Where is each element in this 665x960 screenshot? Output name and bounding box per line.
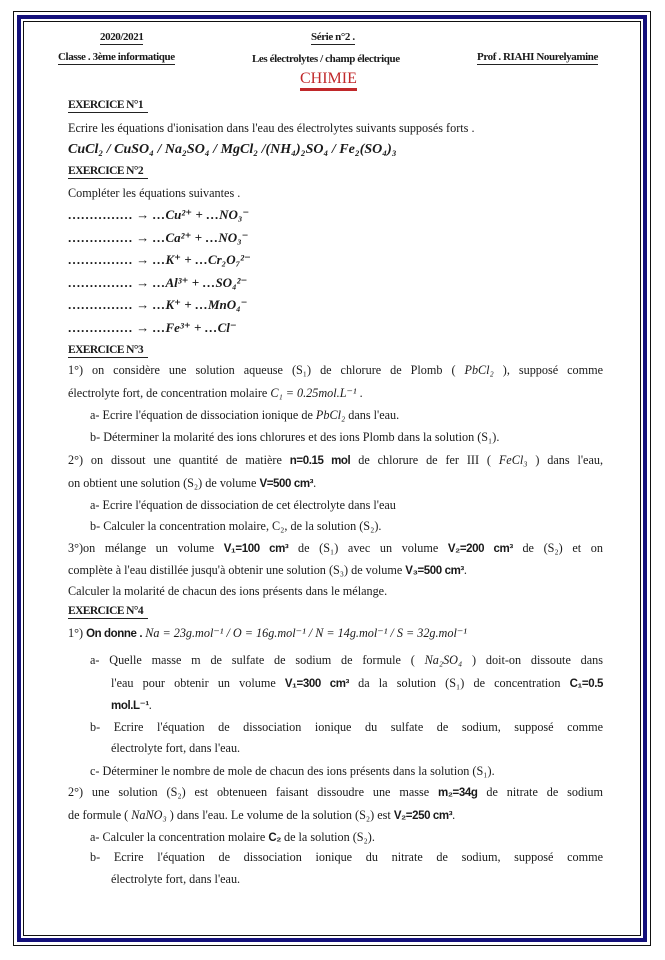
exercise-line bbox=[90, 829, 375, 846]
bold-value: V₃=500 cm³ bbox=[405, 565, 464, 577]
exercise-title: EXERCICE N°1 bbox=[68, 98, 148, 113]
text: ) dans l'eau, bbox=[527, 453, 604, 467]
bold-value: m₂=34g bbox=[438, 787, 478, 799]
exercise-line bbox=[111, 675, 603, 692]
text: 1°) bbox=[68, 626, 87, 640]
text: CuCl₂ / CuSO₄ / Na₂SO₄ / MgCl₂ /(NH₄)₂SO₄ / Fe₂(SO₄)₃ bbox=[68, 142, 397, 157]
formula: PbCl₂ bbox=[464, 363, 494, 377]
exercise-line bbox=[90, 652, 603, 668]
text: de formule ( bbox=[68, 808, 132, 822]
formula: NaNO₃ bbox=[131, 808, 167, 822]
bold-value: V₂=200 cm³ bbox=[447, 543, 513, 555]
text: b- Ecrire l'équation de dissociation ionique du nitrate de sodium, supposé comme bbox=[90, 850, 603, 864]
text: Calculer la molarité de chacun des ions présents dans le mélange. bbox=[68, 584, 388, 598]
text: b- Calculer la concentration molaire, C₂, de la solution (S₂). bbox=[90, 519, 382, 533]
exercise-line bbox=[68, 452, 603, 469]
exercise-line bbox=[68, 230, 249, 246]
text: . bbox=[452, 808, 456, 822]
formula: Na = 23g.mol⁻¹ / O = 16g.mol⁻¹ / N = 14g.mol⁻¹ / S = 32g.mol⁻¹ bbox=[142, 626, 467, 640]
exercise-line bbox=[68, 142, 397, 158]
exercise-line bbox=[68, 807, 455, 824]
formula: Na₂SO₄ bbox=[424, 653, 463, 667]
exercise-line bbox=[68, 297, 248, 313]
text: complète à l'eau distillée jusqu'à obtenir une solution (S₃) de volume bbox=[68, 563, 406, 577]
text: l'eau pour obtenir un volume bbox=[111, 676, 285, 690]
exercise-line bbox=[68, 385, 363, 401]
exercise-title: EXERCICE N°2 bbox=[68, 164, 148, 179]
text: 2°) on dissout une quantité de matière bbox=[68, 453, 290, 467]
exercise-line bbox=[68, 120, 475, 136]
text: de (S₁) avec un volume bbox=[288, 541, 448, 555]
bold-value: On donne . bbox=[86, 628, 143, 640]
exercise-line bbox=[90, 849, 603, 865]
text: Ecrire les équations d'ionisation dans l'eau des électrolytes suivants supposés forts . bbox=[68, 121, 475, 135]
bold-value: V=500 cm³ bbox=[259, 478, 314, 490]
exercise-line bbox=[111, 697, 152, 714]
bold-value: C₁=0.5 bbox=[569, 678, 603, 690]
bold-value: C₂ bbox=[268, 832, 281, 844]
text: …………… → …K⁺ + …MnO₄⁻ bbox=[68, 297, 248, 312]
exercise-line bbox=[111, 740, 240, 756]
bold-value: V₂=250 cm³ bbox=[393, 810, 453, 822]
exercise-line bbox=[68, 185, 240, 201]
text: …………… → …Cu²⁺ + …NO₃⁻ bbox=[68, 207, 250, 222]
text: a- Calculer la concentration molaire bbox=[90, 830, 269, 844]
exercise-line bbox=[68, 252, 251, 268]
exercise-line bbox=[90, 407, 399, 423]
exercise-title: EXERCICE N°4 bbox=[68, 604, 148, 619]
text: de la solution (S₂). bbox=[280, 830, 375, 844]
exercise-line bbox=[68, 320, 237, 336]
exercise-line bbox=[90, 518, 381, 534]
bold-value: V₁=100 cm³ bbox=[223, 543, 289, 555]
page-title: CHIMIE bbox=[300, 70, 357, 91]
text: b- Ecrire l'équation de dissociation ionique du sulfate de sodium, supposé comme bbox=[90, 720, 603, 734]
text: ) dans l'eau. Le volume de la solution (S₂) est bbox=[166, 808, 394, 822]
text: 3°)on mélange un volume bbox=[68, 541, 224, 555]
exercise-line bbox=[68, 275, 247, 291]
text: électrolyte fort, dans l'eau. bbox=[111, 872, 241, 886]
text: électrolyte fort, de concentration molaire bbox=[68, 386, 271, 400]
exercise-line bbox=[68, 784, 603, 801]
series-number: Série n°2 . bbox=[311, 31, 355, 43]
text: da la solution (S₁) de concentration bbox=[348, 676, 570, 690]
text: …………… → …Ca²⁺ + …NO₃⁻ bbox=[68, 230, 249, 245]
text: …………… → …K⁺ + …Cr₂O₇²⁻ bbox=[68, 252, 251, 267]
exercise-title: EXERCICE N°3 bbox=[68, 343, 148, 358]
text: de (S₂) et on bbox=[512, 541, 603, 555]
class-label: Classe . 3ème informatique bbox=[58, 51, 175, 63]
text: de chlorure de fer III ( bbox=[350, 453, 499, 467]
exercise-line bbox=[68, 583, 387, 599]
exercise-line bbox=[90, 429, 499, 445]
text: de nitrate de sodium bbox=[477, 785, 603, 799]
exercise-line bbox=[111, 871, 240, 887]
exercise-line bbox=[68, 207, 249, 223]
formula: PbCl₂ bbox=[315, 408, 346, 422]
exercise-line bbox=[90, 497, 396, 513]
text: a- Ecrire l'équation de dissociation de cet électrolyte dans l'eau bbox=[90, 498, 396, 512]
text: électrolyte fort, dans l'eau. bbox=[111, 741, 241, 755]
exercise-line bbox=[90, 763, 495, 779]
school-year: 2020/2021 bbox=[100, 31, 144, 43]
text: …………… → …Al³⁺ + …SO₄²⁻ bbox=[68, 275, 248, 290]
text: b- Déterminer la molarité des ions chlorures et des ions Plomb dans la solution (S₁). bbox=[90, 430, 500, 444]
exercise-line bbox=[68, 562, 467, 579]
text: dans l'eau. bbox=[345, 408, 400, 422]
text: ), supposé comme bbox=[493, 363, 603, 377]
exercise-line bbox=[68, 540, 603, 557]
text: . bbox=[463, 563, 467, 577]
formula: FeCl₃ bbox=[498, 453, 528, 467]
text: …………… → …Fe³⁺ + …Cl⁻ bbox=[68, 320, 237, 335]
text: c- Déterminer le nombre de mole de chacun des ions présents dans la solution (S₁). bbox=[90, 764, 495, 778]
exercise-line bbox=[68, 362, 603, 378]
bold-value: n=0.15 mol bbox=[289, 455, 351, 467]
exercise-line bbox=[90, 719, 603, 735]
formula: C₁ = 0.25mol.L⁻¹ bbox=[270, 386, 357, 400]
exercise-line bbox=[68, 625, 467, 642]
bold-value: mol.L⁻¹ bbox=[111, 700, 149, 712]
text: a- Quelle masse m de sulfate de sodium de formule ( bbox=[90, 653, 425, 667]
text: 2°) une solution (S₂) est obtenueen faisant dissoudre une masse bbox=[68, 785, 438, 799]
text: . bbox=[148, 698, 152, 712]
teacher-name: Prof . RIAHI Nourelyamine bbox=[477, 51, 598, 63]
text: . bbox=[356, 386, 363, 400]
bold-value: V₁=300 cm³ bbox=[284, 678, 349, 690]
text: ) doit-on dissoute dans bbox=[462, 653, 603, 667]
text: . bbox=[313, 476, 317, 490]
text: a- Ecrire l'équation de dissociation ionique de bbox=[90, 408, 316, 422]
text: Compléter les équations suivantes . bbox=[68, 186, 241, 200]
exercise-line bbox=[68, 475, 316, 492]
series-subject: Les électrolytes / champ électrique bbox=[252, 53, 400, 65]
text: 1°) on considère une solution aqueuse (S₁) de chlorure de Plomb ( bbox=[68, 363, 465, 377]
text: on obtient une solution (S₂) de volume bbox=[68, 476, 260, 490]
